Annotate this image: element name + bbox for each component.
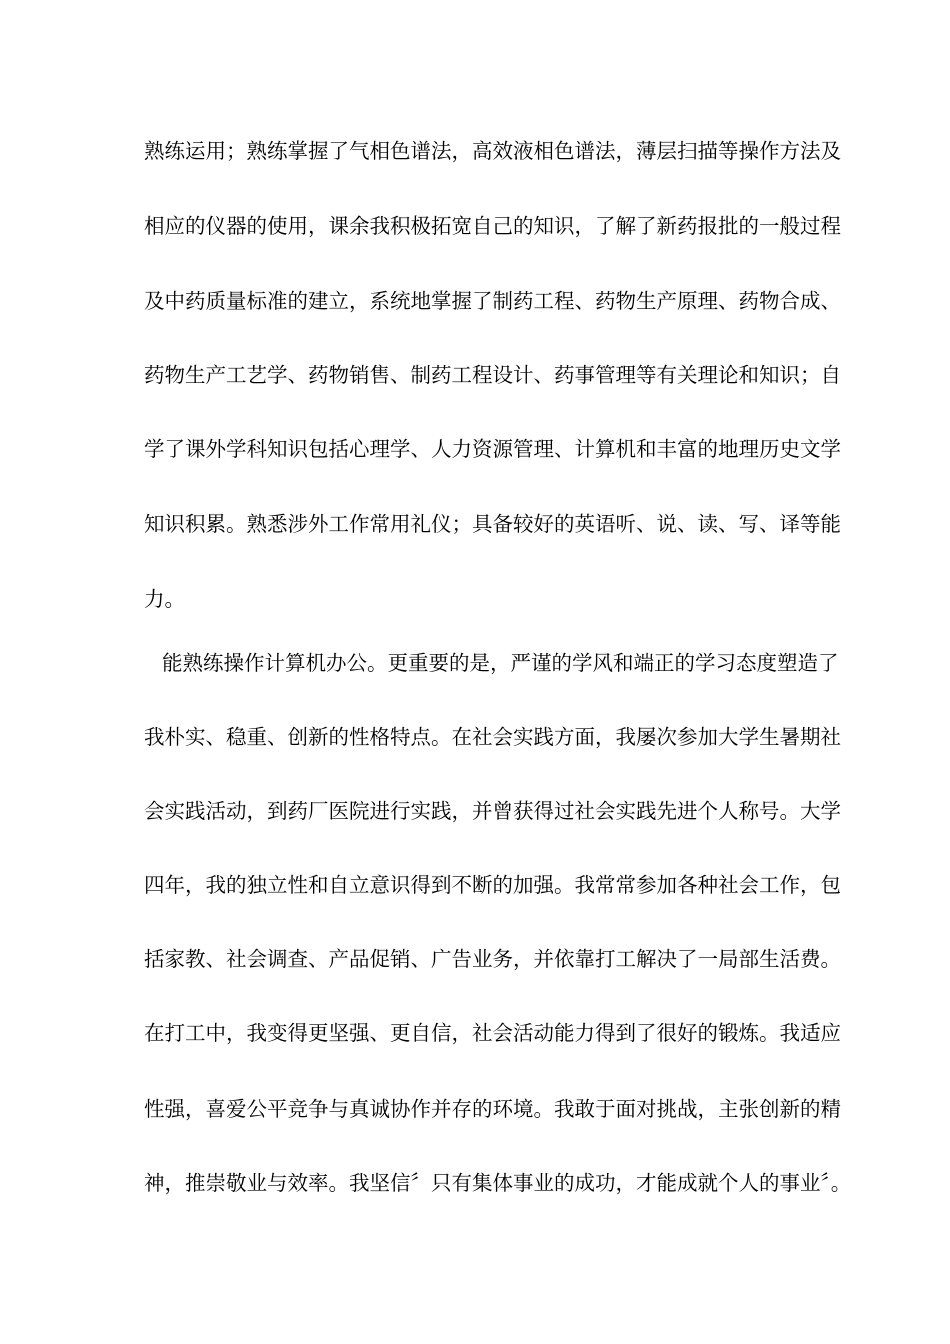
text-line: 学了课外学科知识包括心理学、人力资源管理、计算机和丰富的地理历史文学 [144, 437, 841, 461]
text-line: 知识积累。熟悉涉外工作常用礼仪；具备较好的英语听、说、读、写、译等能 [144, 512, 841, 536]
text-line: 我朴实、稳重、创新的性格特点。在社会实践方面，我屡次参加大学生暑期社 [144, 725, 841, 749]
text-line: 熟练运用；熟练掌握了气相色谱法，高效液相色谱法，薄层扫描等操作方法及 [144, 139, 841, 163]
text-line: 括家教、社会调查、产品促销、广告业务，并依靠打工解决了一局部生活费。 [144, 947, 841, 971]
text-line: 及中药质量标准的建立，系统地掌握了制药工程、药物生产原理、药物合成、 [144, 289, 841, 313]
text-line: 在打工中，我变得更坚强、更自信，社会活动能力得到了很好的锻炼。我适应 [144, 1021, 841, 1045]
paragraph-first-line: 能熟练操作计算机办公。更重要的是，严谨的学风和端正的学习态度塑造了 [162, 651, 839, 675]
text-line: 神，推崇敬业与效率。我坚信〞只有集体事业的成功，才能成就个人的事业〞。 [144, 1171, 852, 1195]
text-line: 相应的仪器的使用，课余我积极拓宽自己的知识，了解了新药报批的一般过程 [144, 214, 841, 238]
text-line: 性强，喜爱公平竞争与真诚协作并存的环境。我敢于面对挑战，主张创新的精 [144, 1097, 841, 1121]
text-line: 会实践活动，到药厂医院进行实践，并曾获得过社会实践先进个人称号。大学 [144, 799, 841, 823]
text-line: 力。 [144, 587, 185, 611]
text-line: 四年，我的独立性和自立意识得到不断的加强。我常常参加各种社会工作，包 [144, 873, 841, 897]
text-line: 药物生产工艺学、药物销售、制药工程设计、药事管理等有关理论和知识；自 [144, 363, 841, 387]
